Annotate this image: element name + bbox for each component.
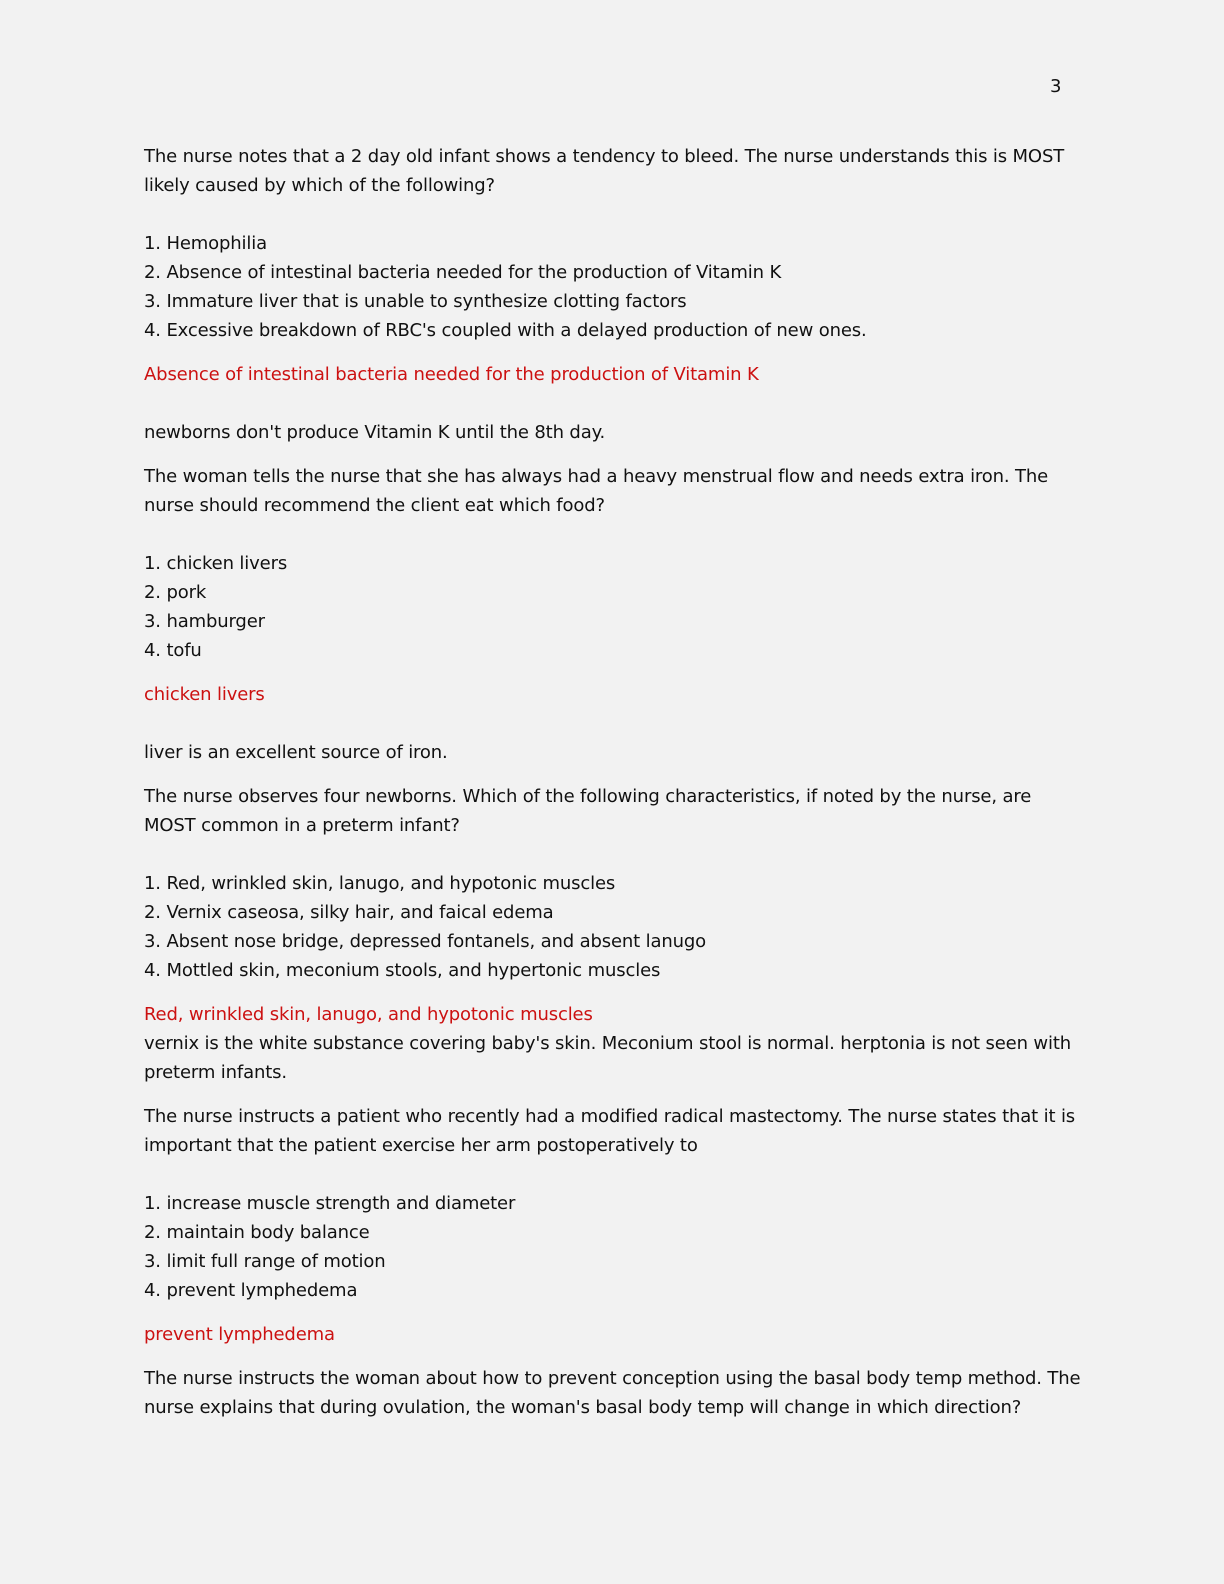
options-list — [144, 1189, 1084, 1305]
question-text: The nurse notes that a 2 day old infant shows a tendency to bleed. The nurse understands this is MOST likely caused by which of the following? — [144, 146, 1065, 196]
option-item: 3. limit full range of motion — [144, 1251, 386, 1272]
question-block — [144, 782, 1084, 1087]
answer-text: prevent lymphedema — [144, 1324, 335, 1345]
option-item: 1. chicken livers — [144, 553, 288, 574]
question-block — [144, 1364, 1084, 1422]
explanation-text: newborns don't produce Vitamin K until the 8th day. — [144, 422, 606, 443]
question-text: The nurse instructs a patient who recently had a modified radical mastectomy. The nurse states that it is important that the patient exercise her arm postoperatively to — [144, 1106, 1076, 1156]
options-list — [144, 549, 1084, 665]
option-item: 4. Mottled skin, meconium stools, and hypertonic muscles — [144, 960, 661, 981]
question-text: The nurse observes four newborns. Which of the following characteristics, if noted by the nurse, are MOST common in a preterm infant? — [144, 786, 1032, 836]
option-item: 1. increase muscle strength and diameter — [144, 1193, 516, 1214]
explanation-text: vernix is the white substance covering baby's skin. Meconium stool is normal. herptonia is not seen with preterm infants. — [144, 1033, 1072, 1083]
answer-text: Red, wrinkled skin, lanugo, and hypotonic muscles — [144, 1004, 593, 1025]
question-block — [144, 142, 1084, 447]
option-item: 4. Excessive breakdown of RBC's coupled with a delayed production of new ones. — [144, 320, 867, 341]
option-item: 2. Vernix caseosa, silky hair, and faical edema — [144, 902, 554, 923]
document-body — [144, 142, 1084, 1451]
option-item: 2. pork — [144, 582, 207, 603]
option-item: 3. Absent nose bridge, depressed fontanels, and absent lanugo — [144, 931, 707, 952]
option-item: 4. prevent lymphedema — [144, 1280, 358, 1301]
option-item: 1. Red, wrinkled skin, lanugo, and hypotonic muscles — [144, 873, 616, 894]
explanation-text: liver is an excellent source of iron. — [144, 742, 448, 763]
question-block — [144, 462, 1084, 767]
question-text: The woman tells the nurse that she has always had a heavy menstrual flow and needs extra iron. The nurse should recommend the client eat which food? — [144, 466, 1049, 516]
question-block — [144, 1102, 1084, 1349]
answer-text: Absence of intestinal bacteria needed for the production of Vitamin K — [144, 364, 759, 385]
option-item: 2. maintain body balance — [144, 1222, 370, 1243]
option-item: 1. Hemophilia — [144, 233, 267, 254]
options-list — [144, 229, 1084, 345]
options-list — [144, 869, 1084, 985]
page-number: 3 — [1050, 76, 1062, 97]
option-item: 3. Immature liver that is unable to synthesize clotting factors — [144, 291, 687, 312]
answer-text: chicken livers — [144, 684, 265, 705]
option-item: 2. Absence of intestinal bacteria needed for the production of Vitamin K — [144, 262, 782, 283]
question-text: The nurse instructs the woman about how to prevent conception using the basal body temp method. The nurse explains that during ovulation, the woman's basal body temp will change in which direction? — [144, 1368, 1081, 1418]
option-item: 4. tofu — [144, 640, 202, 661]
option-item: 3. hamburger — [144, 611, 265, 632]
